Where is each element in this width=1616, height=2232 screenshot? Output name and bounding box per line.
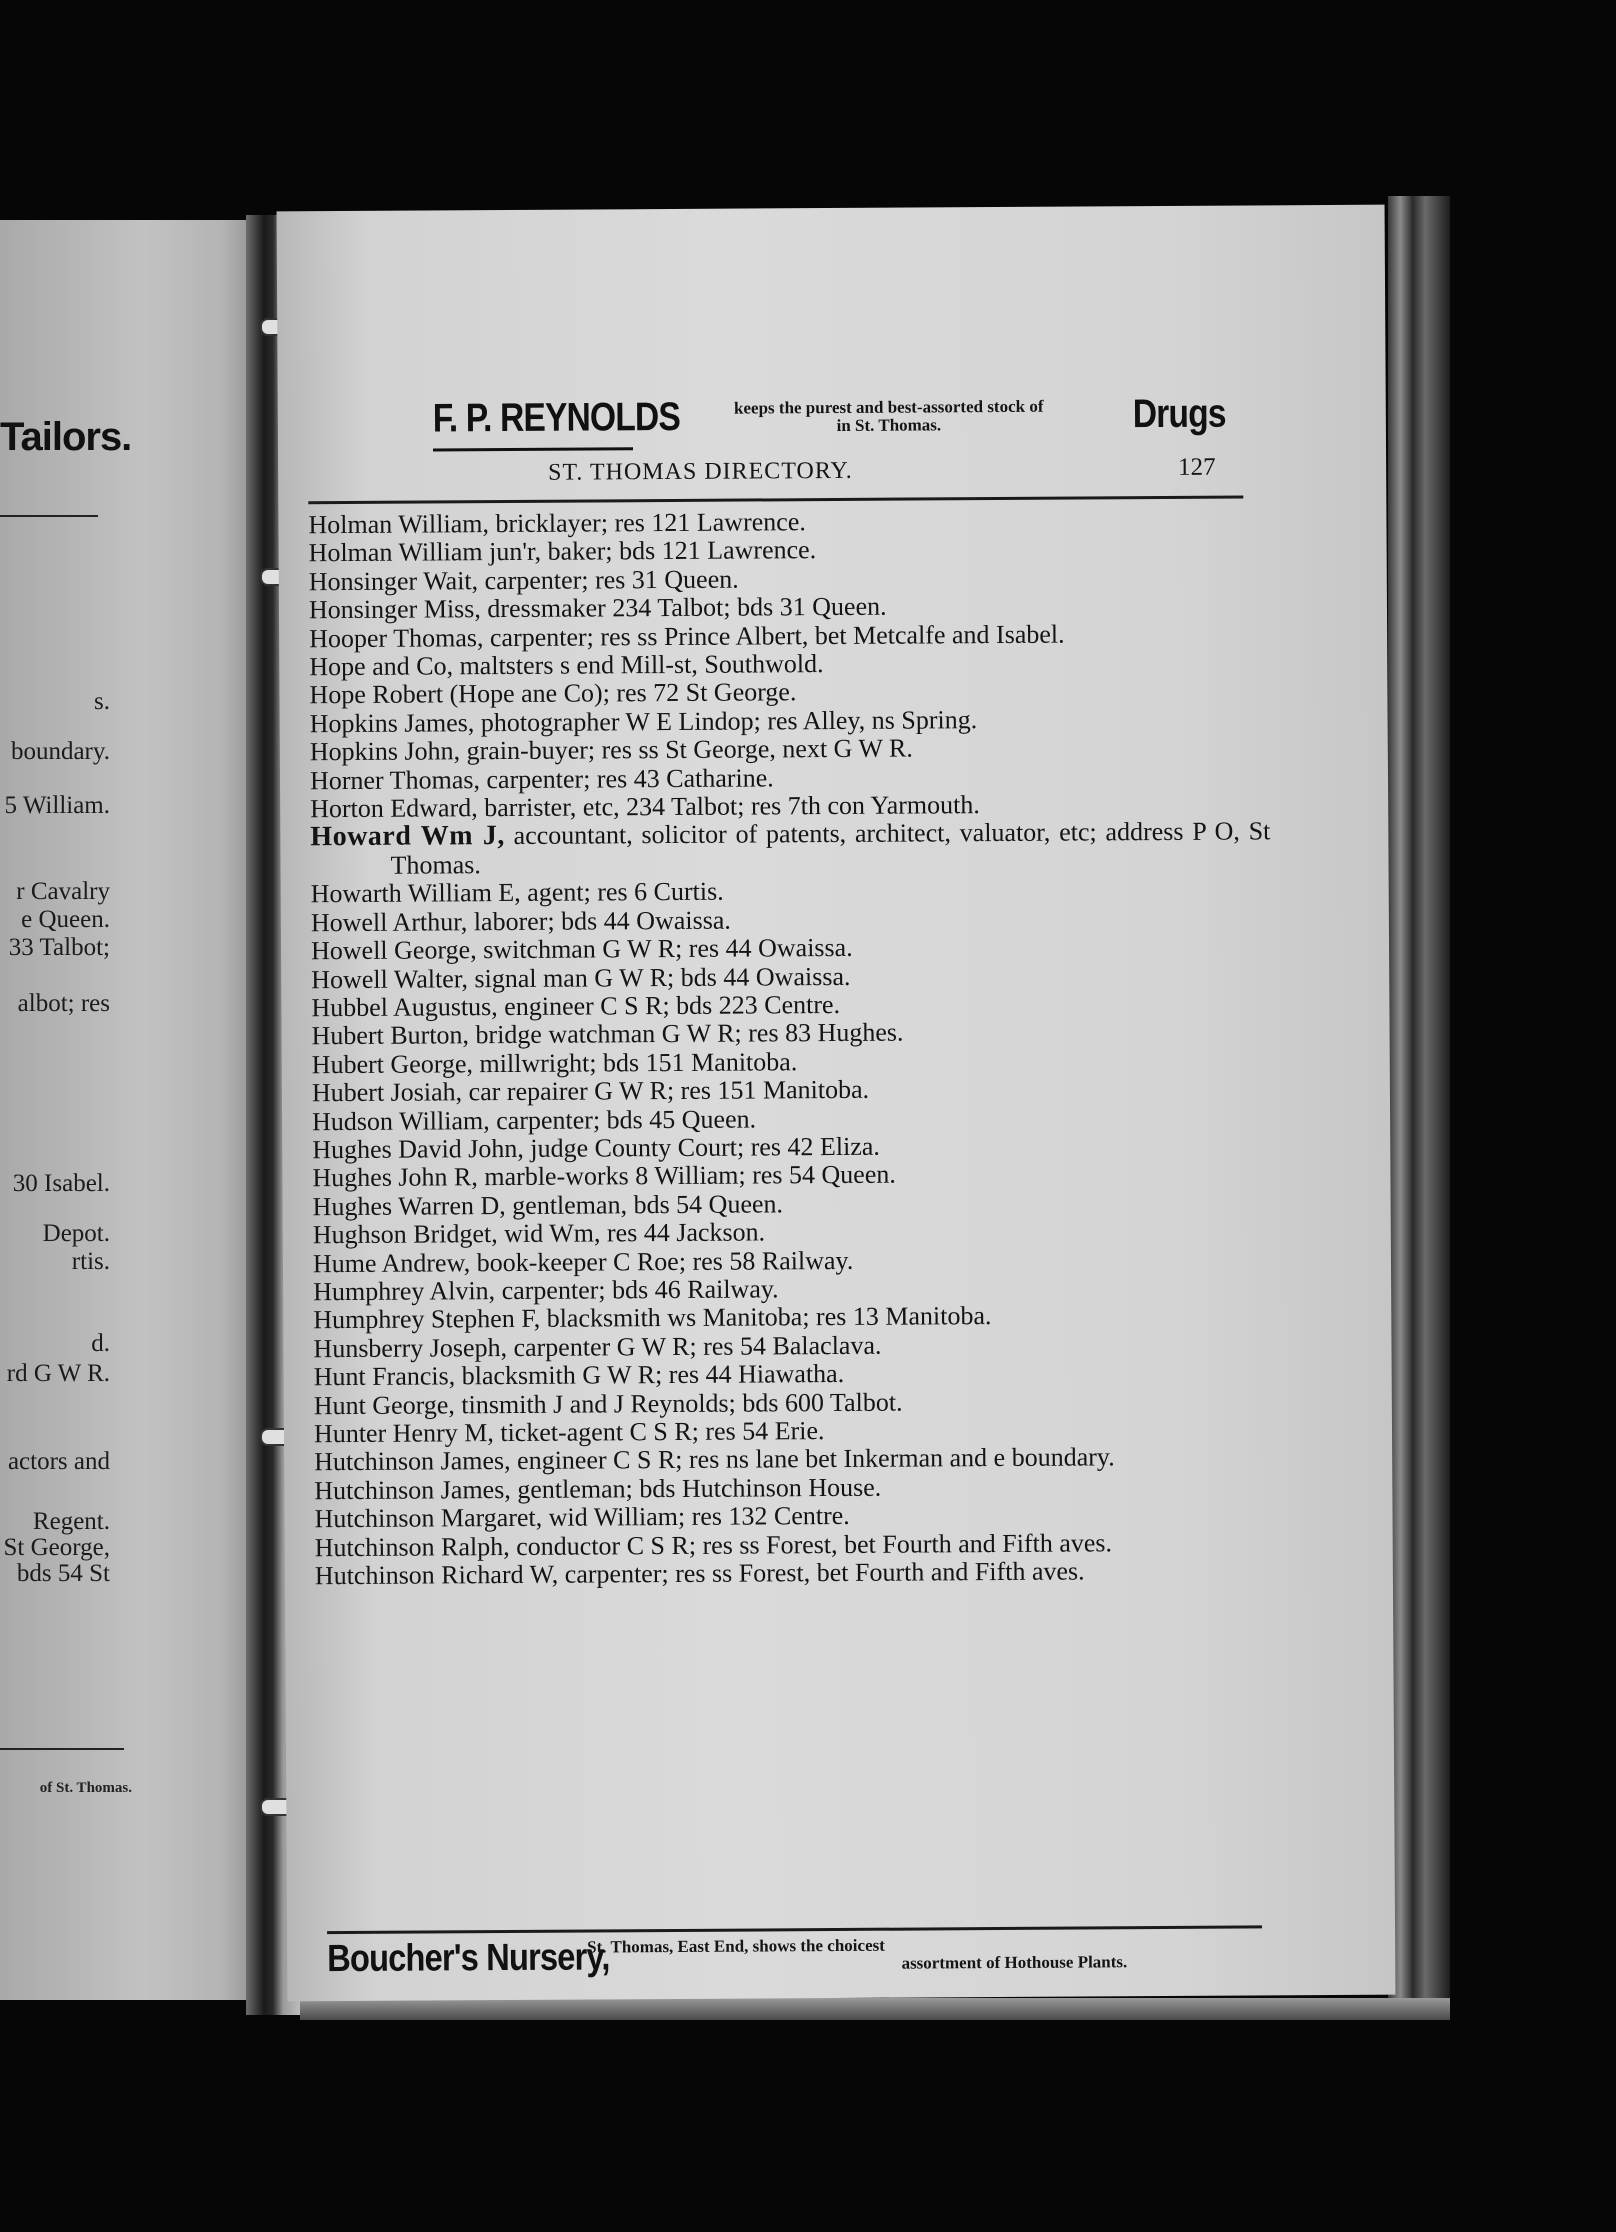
entry-name: Howell Walter,: [311, 963, 469, 994]
entry-details: carpenter; res 31 Queen.: [478, 564, 739, 595]
entry-name: Hudson William,: [312, 1105, 490, 1136]
entry-name: Hooper Thomas,: [309, 622, 484, 653]
entry-name: Holman William,: [308, 509, 489, 540]
entry-name: Hunsberry Joseph,: [313, 1332, 508, 1363]
facing-fragment: bds 54 St: [16, 1560, 110, 1587]
entry-name: Hope Robert: [309, 679, 444, 710]
advertiser-underline: [433, 447, 633, 451]
entry-name: Hubert George,: [311, 1048, 474, 1079]
entry-details: engineer C S R; bds 223 Centre.: [497, 989, 841, 1021]
entry-details: marble-works 8 William; res 54 Queen.: [477, 1159, 896, 1192]
facing-fragment: rd G W R.: [6, 1360, 110, 1387]
entry-name: Hunt George,: [313, 1389, 455, 1420]
entry-details: millwright; bds 151 Manitoba.: [472, 1046, 798, 1078]
running-head: ST. THOMAS DIRECTORY.: [548, 457, 853, 486]
facing-fragment: 33 Talbot;: [8, 934, 110, 961]
entry-details: bricklayer; res 121 Lawrence.: [488, 507, 806, 539]
entry-details: gentleman, bds 54 Queen.: [505, 1189, 784, 1220]
entry-name: Hutchinson James,: [314, 1474, 511, 1506]
advertisement-line: in St. Thomas.: [836, 415, 942, 435]
entry-details: dressmaker 234 Talbot; bds 31 Queen.: [480, 591, 887, 624]
entry-name: Hughes John R,: [312, 1162, 478, 1193]
facing-fragment: Depot.: [42, 1220, 110, 1247]
entry-details: (Hope ane Co); res 72 St George.: [443, 677, 797, 709]
entry-name: Howell George,: [310, 935, 477, 966]
facing-fragment: 5 William.: [4, 792, 110, 819]
facing-page-header: Tailors.: [0, 415, 132, 459]
facing-fragment: d.: [91, 1330, 110, 1357]
entry-details: gentleman; bds Hutchinson House.: [510, 1472, 882, 1504]
directory-entry-featured: [310, 818, 1270, 881]
directory-page: [277, 205, 1396, 2002]
entry-details: baker; bds 121 Lawrence.: [541, 535, 817, 567]
entry-name: Hume Andrew,: [312, 1247, 471, 1278]
entry-details: blacksmith ws Manitoba; res 13 Manitoba.: [540, 1301, 992, 1334]
entry-details: conductor C S R; res ss Forest, bet Fourth and Fifth aves.: [509, 1527, 1113, 1561]
entry-details: maltsters s end Mill-st, Southwold.: [452, 649, 824, 681]
entry-name: Howarth William E,: [310, 878, 521, 909]
entry-name: Hopkins James,: [309, 708, 475, 739]
facing-fragment: Regent.: [32, 1508, 110, 1535]
entry-details: bridge watchman G W R; res 83 Hughes.: [468, 1017, 904, 1050]
entry-name: Honsinger Wait,: [308, 565, 479, 597]
directory-entry: [315, 1556, 1275, 1590]
entry-details: carpenter; res 43 Catharine.: [479, 763, 774, 794]
entry-details: laborer; bds 44 Owaissa.: [467, 905, 731, 936]
facing-fragment: St George,: [3, 1534, 110, 1561]
entry-details: agent; res 6 Curtis.: [520, 876, 724, 908]
facing-fragment: albot; res: [17, 990, 110, 1017]
facing-fragment: boundary.: [10, 738, 110, 765]
entry-name-bold: Howard Wm J,: [310, 820, 505, 853]
entry-name: Hughson Bridget,: [312, 1219, 498, 1250]
entry-details: carpenter; res ss Prince Albert, bet Metcalfe and Isabel.: [483, 619, 1065, 652]
advertisement-text: [649, 397, 1129, 436]
entry-details: engineer C S R; res ns lane bet Inkerman and e boundary.: [510, 1442, 1115, 1476]
entry-details: carpenter; res ss Forest, bet Fourth and Fifth aves.: [558, 1556, 1085, 1589]
facing-fragment: 30 Isabel.: [12, 1170, 110, 1197]
facing-page-rule: [0, 515, 98, 517]
advertisement-line: keeps the purest and best-assorted stock of: [733, 396, 1044, 418]
advertiser-name: Boucher's Nursery,: [327, 1936, 610, 1981]
facing-page-footer: of St. Thomas.: [39, 1780, 132, 1796]
entry-details: signal man G W R; bds 44 Owaissa.: [467, 961, 851, 993]
entry-details: grain-buyer; res ss St George, next G W R.: [460, 733, 913, 766]
entry-name: Hunt Francis,: [313, 1361, 456, 1392]
entry-details: wid William; res 132 Centre.: [542, 1501, 850, 1533]
page-block-edge: [1388, 196, 1450, 2016]
entry-name: Hubert Josiah,: [311, 1077, 463, 1108]
advertisement-text: [587, 1935, 1127, 1974]
entry-details: switchman G W R; res 44 Owaissa.: [476, 932, 853, 965]
facing-fragment: s.: [94, 688, 110, 715]
entry-details: tinsmith J and J Reynolds; bds 600 Talbot.: [454, 1387, 903, 1419]
entry-name: Horner Thomas,: [309, 764, 481, 795]
entry-name: Howell Arthur,: [310, 906, 468, 937]
entry-details: wid Wm, res 44 Jackson.: [497, 1217, 766, 1249]
header-advertisement: [433, 392, 1233, 457]
facing-fragment: e Queen.: [21, 906, 110, 933]
entry-name: Hubert Burton,: [311, 1020, 470, 1051]
header-rule: [308, 496, 1243, 505]
page-number: 127: [1178, 453, 1216, 481]
entry-name: Holman William jun'r,: [308, 537, 542, 568]
entry-name: Humphrey Stephen F,: [313, 1304, 541, 1335]
footer-advertisement: [327, 1932, 1287, 1998]
entry-details: book-keeper C Roe; res 58 Railway.: [470, 1245, 854, 1277]
advertisement-line: assortment of Hothouse Plants.: [901, 1952, 1128, 1973]
entry-name: Hunter Henry M,: [313, 1418, 494, 1449]
entry-name: Horton Edward,: [310, 793, 478, 824]
facing-page-footer-rule: [0, 1748, 124, 1750]
directory-entries: [308, 505, 1275, 1590]
entry-name: Hutchinson Richard W,: [314, 1559, 559, 1591]
entry-details: blacksmith G W R; res 44 Hiawatha.: [455, 1359, 845, 1391]
entry-name: Humphrey Alvin,: [313, 1276, 496, 1307]
entry-details: carpenter; bds 46 Railway.: [495, 1274, 779, 1306]
entry-details: accountant, solicitor of patents, architect, valuator, etc; address P O, St Thomas.: [390, 816, 1271, 880]
entry-name: Hutchinson James,: [314, 1446, 511, 1477]
facing-fragment: r Cavalry: [16, 878, 110, 905]
entry-name: Hubbel Augustus,: [311, 991, 498, 1023]
entry-name: Honsinger Miss,: [308, 594, 481, 625]
entry-details: carpenter; bds 45 Queen.: [489, 1104, 757, 1135]
page-bottom-edge: [300, 1998, 1450, 2020]
entry-name: Hutchinson Ralph,: [314, 1531, 510, 1562]
entry-name: Hughes Warren D,: [312, 1190, 506, 1221]
entry-details: car repairer G W R; res 151 Manitoba.: [462, 1074, 870, 1107]
entry-details: judge County Court; res 42 Eliza.: [523, 1131, 880, 1163]
facing-page: [0, 220, 262, 2000]
entry-name: Hutchinson Margaret,: [314, 1503, 543, 1534]
facing-fragment: rtis.: [71, 1248, 110, 1275]
entry-name: Hughes David John,: [312, 1133, 524, 1165]
entry-name: Hopkins John,: [309, 736, 461, 767]
entry-name: Hope and Co,: [309, 651, 454, 682]
entry-details: barrister, etc, 234 Talbot; res 7th con Yarmouth.: [477, 790, 980, 823]
advertisement-line: St. Thomas, East End, shows the choicest: [587, 1935, 885, 1957]
facing-fragment: actors and: [7, 1448, 110, 1475]
entry-details: carpenter G W R; res 54 Balaclava.: [506, 1330, 882, 1362]
entry-details: ticket-agent C S R; res 54 Erie.: [493, 1416, 825, 1448]
advertiser-name: F. P. REYNOLDS: [432, 394, 681, 441]
advertisement-product: Drugs: [1132, 391, 1226, 437]
entry-details: photographer W E Lindop; res Alley, ns Spring.: [474, 704, 978, 738]
